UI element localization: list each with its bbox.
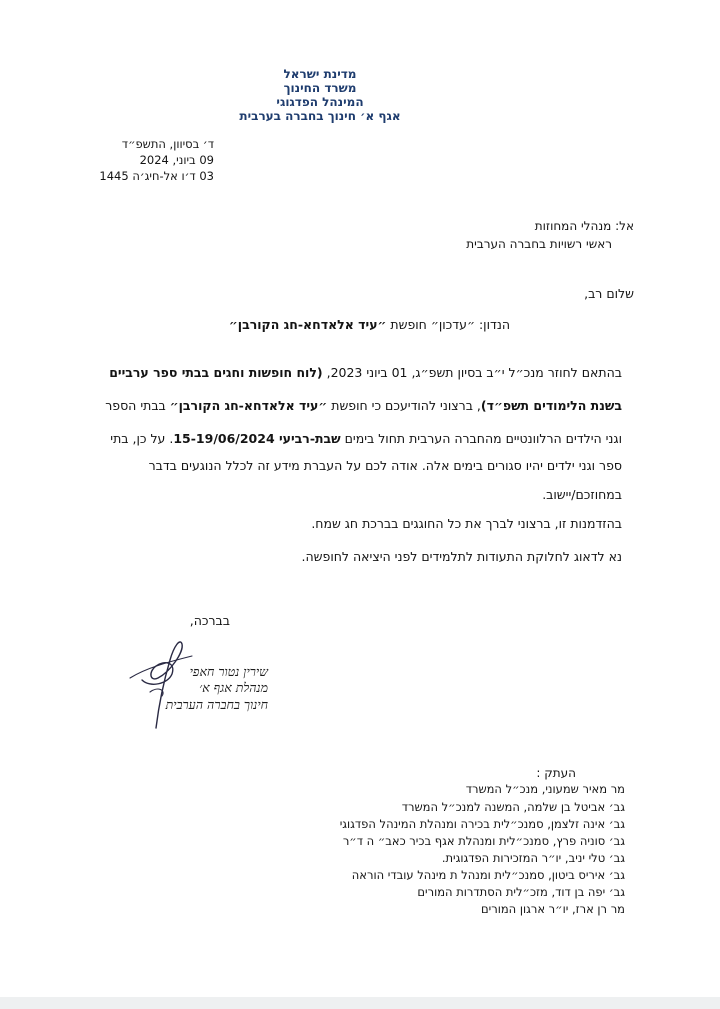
body-text: בבתי הספר — [105, 398, 170, 413]
subject-line — [150, 317, 510, 332]
gregorian-date: 09 ביוני, 2024 — [139, 153, 214, 167]
cc-item: גב׳ טלי יניב, יו״ר המזכירות הפדגוגית. — [441, 851, 625, 865]
signature-unit: חינוך בחברה הערבית — [165, 697, 268, 712]
letterhead — [200, 67, 440, 123]
letterhead-ministry: משרד החינוך — [283, 81, 357, 95]
body-text: בהתאם לחוזר מנכ״ל י״ב בסיון תשפ״ג, 01 ביוני 2023, — [322, 365, 622, 380]
subject-holiday: ״עיד אלאדחא-חג הקורבן״ — [228, 317, 387, 332]
body-bold: (לוח חופשות וחגים בבתי ספר ערביים — [109, 365, 323, 380]
recipient-line-1: אל: מנהלי המחוזות — [534, 219, 634, 233]
holiday-dates: שבת-רביעי 15-19/06/2024 — [173, 431, 341, 446]
recipients — [380, 217, 634, 253]
body-text: וגני הילדים הרלוונטיים מהחברה הערבית תחול בימים — [340, 431, 622, 446]
signature-name: שירין נטור חאפי — [189, 664, 268, 679]
closing: בברכה, — [189, 613, 230, 628]
body-text: . על כן, בתי — [110, 431, 174, 446]
body-text: , ברצוני להודיעכם כי חופשת — [327, 398, 481, 413]
letterhead-department: אגף א׳ חינוך בחברה בערבית — [239, 109, 401, 123]
body-line-5: במחוזכם/יישוב. — [542, 487, 622, 502]
date-block — [100, 136, 214, 184]
cc-item: גב׳ איריס ביטון, סמנכ״לית ומנהל ת מינהל עובדי הוראה — [351, 868, 625, 882]
body-line-7: נא לדאוג לחלוקת התעודות לתלמידים לפני היציאה לחופשה. — [301, 549, 622, 564]
greeting: שלום רב, — [584, 286, 634, 301]
cc-item: גב׳ סוניה פרץ, סמנכ״לית ומנהלת אגף בכיר כאב״ ה ד״ר — [342, 834, 625, 848]
recipient-line-2: ראשי רשויות בחברה הערבית — [466, 237, 612, 251]
cc-item: גב׳ אינה זלצמן, סמנכ״לית בכירה ומנהלת המינהל הפדגוגי — [339, 817, 625, 831]
body-line-6: בהזדמנות זו, ברצוני לברך את כל החוגגים בברכת חג שמח. — [311, 516, 622, 531]
subject-prefix: הנדון: ״עדכון״ חופשת — [386, 317, 510, 332]
cc-item: גב׳ אביטל בן שלמה, המשנה למנכ״ל המשרד — [401, 800, 625, 814]
cc-item: גב׳ יפה בן דוד, מזכ״לית הסתדרות המורים — [417, 885, 625, 899]
hebrew-date: ד׳ בסיוון, התשפ״ד — [121, 137, 214, 151]
hijri-date: 03 ד׳ו אל-חיג׳ה 1445 — [99, 169, 214, 183]
cc-item: מר מאיר שמעוני, מנכ״ל המשרד — [465, 782, 625, 796]
page-bottom-edge — [0, 997, 720, 1009]
body-bold: ״עיד אלאדחא-חג הקורבן״ — [169, 398, 328, 413]
body-bold: בשנת הלימודים תשפ״ד) — [480, 398, 622, 413]
cc-item: מר רן ארז, יו״ר ארגון המורים — [481, 902, 625, 916]
body-line-1 — [100, 365, 622, 380]
letterhead-administration: המינהל הפדגוגי — [276, 95, 364, 109]
body-line-3 — [100, 431, 622, 446]
letterhead-state: מדינת ישראל — [283, 67, 357, 81]
cc-title: העתק : — [536, 766, 576, 780]
body-line-2 — [100, 398, 622, 413]
body-line-4: ספר וגני ילדים יהיו סגורים בימים אלה. אודה לכם על העברת מידע זה לכלל הנוגעים בדבר — [148, 458, 622, 473]
signature-role: מנהלת אגף א׳ — [199, 680, 268, 695]
